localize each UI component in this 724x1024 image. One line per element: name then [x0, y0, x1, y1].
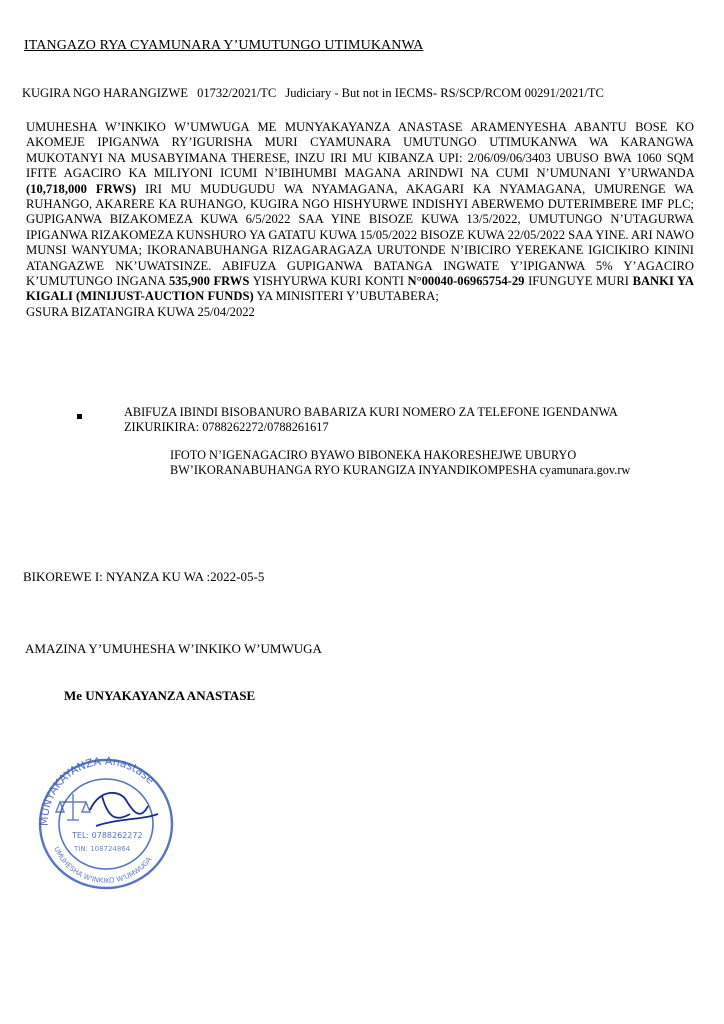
svg-text:TIN: 108724864: TIN: 108724864	[74, 845, 131, 853]
body-paragraph-1: UMUHESHA W’INKIKO W’UMWUGA ME MUNYAKAYANZA ANASTASE ARAMENYESHA ABANTU BOSE KO AKOMEJE IPIGANWA RY’IGURISHA MURI CYAMUNARA UMUTUNGO UTIMUKANWA WA KARANGWA MUKOTANYI NA MUSABYIMANA THERESE, INZU IRI MU KIBANZA UPI: 2/06/09/06/3403 UBUSO BWA 1060 SQM IFITE AGACIRO KA MILIYONI ICUMI N’IBIHUMBI MAGANA ARINDWI NA CUMI N’UMUNANI Y’URWANDA	[26, 120, 694, 181]
svg-text:TEL: 0788262272: TEL: 0788262272	[72, 831, 143, 840]
officer-name: Me UNYAKAYANZA ANASTASE	[64, 688, 256, 703]
visit-date: GSURA BIZATANGIRA KUWA 25/04/2022	[26, 304, 255, 319]
bullet-icon	[77, 414, 82, 419]
place-date: BIKOREWE I: NYANZA KU WA :2022-05-5	[23, 569, 265, 584]
body-paragraph-4: IFUNGUYE MURI	[528, 274, 629, 289]
announcement-body	[26, 120, 694, 320]
body-paragraph-5: YA MINISITERI Y’UBUTABERA;	[256, 289, 439, 304]
official-stamp	[30, 748, 180, 893]
body-paragraph-3: YISHYURWA KURI KONTI	[252, 274, 404, 289]
property-value: (10,718,000 FRWS)	[26, 181, 137, 196]
case-reference	[22, 86, 610, 101]
bank-name: BANKI YA KIGALI (MINIJUST-AUCTION FUNDS)	[26, 274, 695, 304]
photo-note: IFOTO N’IGENAGACIRO BYAWO BIBONEKA HAKORESHEJWE UBURYO BW’IKORANABUHANGA RYO KURANGIZA INYANDIKOMPESHA cyamunara.gov.rw	[170, 448, 631, 477]
account-number: N°00040-06965754-29	[407, 274, 525, 289]
officer-names-label: AMAZINA Y’UMUHESHA W’INKIKO W’UMWUGA	[25, 641, 322, 656]
stamp-seal-icon	[30, 748, 180, 893]
contact-note: ABIFUZA IBINDI BISOBANURO BABARIZA KURI NOMERO ZA TELEFONE IGENDANWA ZIKURIKIRA: 0788262272/0788261617	[124, 405, 618, 434]
court-note: Judiciary - But not in IECMS- RS/SCP/RCOM 00291/2021/TC	[285, 86, 604, 100]
deposit-amount: 535,900 FRWS	[168, 274, 250, 289]
document-title: ITANGAZO RYA CYAMUNARA Y’UMUTUNGO UTIMUKANWA	[24, 38, 424, 53]
svg-text:MUNYAKAYANZA Anastase: MUNYAKAYANZA Anastase	[37, 754, 157, 827]
case-number: 01732/2021/TC	[197, 86, 277, 100]
case-label: KUGIRA NGO HARANGIZWE	[22, 86, 188, 100]
body-paragraph-2: IRI MU MUDUGUDU WA NYAMAGANA, AKAGARI KA NYAMAGANA, UMURENGE WA RUHANGO, AKARERE KA RUHANGO, KUGIRA NGO HISHYURWE INDISHYI ABERWEMO DUTERIMBERE IMF PLC; GUPIGANWA BIZAKOMEZA KUWA 6/5/2022 SAA YINE BISOZE KUWA 13/5/2022, UMUTUNGO N’UTAGURWA IPIGANWA RIZAKOMEZA KUNSHURO YA GATATU KUWA 15/05/2022 BISOZE KUWA 22/05/2022 SAA YINE. ARI NAWO MUNSI WANYUMA; IKORANABUHANGA RIZAGARAGAZA URUTONDE N’IBICIRO YEREKANE IGICIKIRO KININI ATANGAZWE NK’UWATSINZE. ABIFUZA GUPIGANWA BATANGA INGWATE Y’IPIGANWA 5% Y’AGACIRO K’UMUTUNGO INGANA	[26, 181, 695, 289]
svg-text:UMUHESHA W'INKIKO W'UMWUGA: UMUHESHA W'INKIKO W'UMWUGA	[52, 845, 154, 886]
